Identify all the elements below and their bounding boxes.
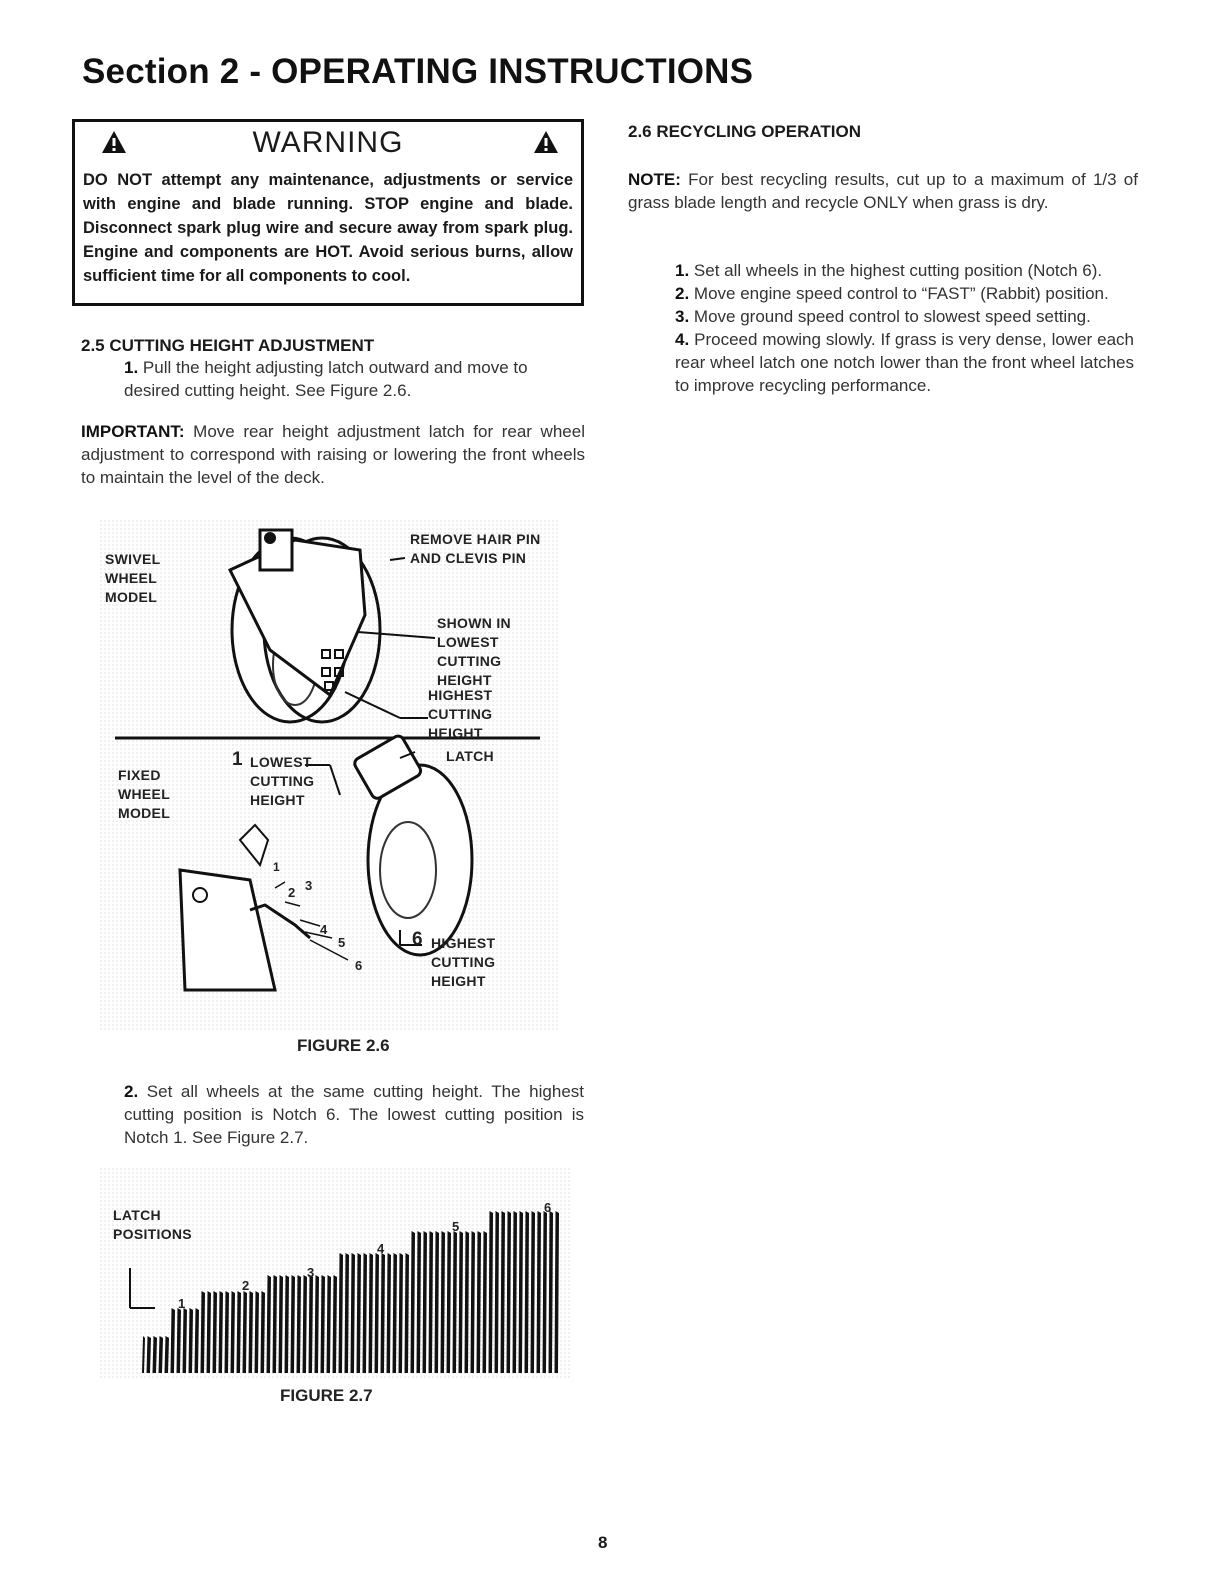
important-note bbox=[81, 420, 585, 489]
highest-cutting-bottom-label bbox=[431, 934, 495, 991]
position-4: 4 bbox=[377, 1241, 385, 1256]
label-line: HEIGHT bbox=[431, 973, 486, 989]
recycling-step bbox=[675, 328, 1134, 397]
latch-label: LATCH bbox=[446, 748, 494, 764]
notch-1: 1 bbox=[273, 860, 280, 874]
label-line: WHEEL bbox=[105, 570, 158, 586]
recycling-step bbox=[675, 259, 1134, 282]
swivel-wheel-label bbox=[105, 550, 160, 607]
step-text: Set all wheels in the highest cutting position (Notch 6). bbox=[693, 261, 1103, 280]
label-line: SWIVEL bbox=[105, 551, 161, 567]
label-line: WHEEL bbox=[118, 786, 171, 802]
label-line: HEIGHT bbox=[250, 792, 305, 808]
page-title: Section 2 - OPERATING INSTRUCTIONS bbox=[82, 52, 754, 91]
recycling-step bbox=[675, 305, 1134, 328]
step-number: 3. bbox=[675, 307, 690, 326]
section-2-5-heading: 2.5 CUTTING HEIGHT ADJUSTMENT bbox=[81, 336, 375, 355]
step-text: Pull the height adjusting latch outward and move to desired cutting height. See Figure 2.6. bbox=[124, 358, 528, 400]
notch-5: 5 bbox=[338, 935, 346, 950]
section-2-6-heading: 2.6 RECYCLING OPERATION bbox=[628, 122, 861, 141]
notch-3: 3 bbox=[305, 878, 313, 893]
step-text: Proceed mowing slowly. If grass is very dense, lower each rear wheel latch one notch lower than the front wheel latches to improve recycling performance. bbox=[675, 330, 1134, 395]
label-line: HEIGHT bbox=[437, 672, 492, 688]
label-line: REMOVE HAIR PIN bbox=[410, 531, 541, 547]
step-number: 1. bbox=[675, 261, 690, 280]
warning-triangle-icon bbox=[101, 130, 127, 154]
important-text: Move rear height adjustment latch for rear wheel adjustment to correspond with raising or lowering the front wheels to maintain the level of the deck. bbox=[81, 422, 585, 487]
label-line: SHOWN IN bbox=[437, 615, 511, 631]
warning-box bbox=[72, 119, 584, 306]
label-line: HEIGHT bbox=[428, 725, 483, 741]
step-text: Set all wheels at the same cutting height. The highest cutting position is Notch 6. The lowest cutting position is Notch 1. See Figure 2.7. bbox=[124, 1082, 584, 1147]
highest-cutting-top-label bbox=[428, 686, 560, 743]
label-line: POSITIONS bbox=[113, 1226, 192, 1242]
warning-triangle-icon bbox=[533, 130, 559, 154]
label-line: LOWEST CUTTING bbox=[437, 634, 502, 669]
position-6: 6 bbox=[544, 1200, 552, 1215]
label-line: HIGHEST CUTTING bbox=[428, 687, 493, 722]
notch-6: 6 bbox=[355, 958, 363, 973]
position-1: 1 bbox=[178, 1296, 186, 1311]
recycling-step bbox=[675, 282, 1134, 305]
important-label: IMPORTANT: bbox=[81, 422, 185, 441]
highest-number: 6 bbox=[412, 929, 423, 950]
step-number: 2. bbox=[124, 1082, 139, 1101]
step-number: 1. bbox=[124, 358, 139, 377]
position-3: 3 bbox=[307, 1265, 315, 1280]
shown-in-label bbox=[437, 614, 560, 690]
label-line: CUTTING bbox=[250, 773, 315, 789]
recycling-note bbox=[628, 168, 1138, 214]
label-line: LATCH bbox=[113, 1207, 161, 1223]
figure-2-7-caption: FIGURE 2.7 bbox=[280, 1386, 373, 1405]
label-line: LOWEST bbox=[250, 754, 312, 770]
figure-2-7 bbox=[100, 1168, 570, 1378]
figure-2-6-caption: FIGURE 2.6 bbox=[297, 1036, 390, 1055]
section-2-5-step-1 bbox=[124, 356, 584, 402]
warning-heading: WARNING bbox=[252, 126, 404, 159]
step-number: 2. bbox=[675, 284, 690, 303]
label-line: CUTTING bbox=[431, 954, 496, 970]
warning-text: DO NOT attempt any maintenance, adjustments or service with engine and blade running. STOP engine and blade. Disconnect spark plug wire and secure away from spark plug. Engine and components are HOT. Avoid serious burns, allow sufficient time for all components to cool. bbox=[83, 171, 573, 285]
label-line: HIGHEST bbox=[431, 935, 496, 951]
note-label: NOTE: bbox=[628, 170, 681, 189]
step-number: 4. bbox=[675, 330, 690, 349]
step-text: Move engine speed control to “FAST” (Rabbit) position. bbox=[693, 284, 1109, 303]
page-number: 8 bbox=[598, 1533, 608, 1552]
notch-2: 2 bbox=[288, 885, 296, 900]
notch-4: 4 bbox=[320, 922, 328, 937]
lowest-number: 1 bbox=[232, 749, 243, 770]
position-5: 5 bbox=[452, 1219, 460, 1234]
figure-2-7-drawing bbox=[100, 1168, 570, 1378]
note-text: For best recycling results, cut up to a maximum of 1/3 of grass blade length and recycle ONLY when grass is dry. bbox=[628, 170, 1138, 212]
step-text: Move ground speed control to slowest speed setting. bbox=[693, 307, 1091, 326]
latch-positions-label bbox=[113, 1206, 192, 1244]
position-2: 2 bbox=[242, 1278, 250, 1293]
remove-pin-label bbox=[410, 530, 541, 568]
section-2-5-step-2 bbox=[124, 1080, 584, 1149]
label-line: MODEL bbox=[118, 805, 171, 821]
warning-header bbox=[75, 126, 581, 166]
label-line: FIXED bbox=[118, 767, 161, 783]
figure-2-6 bbox=[100, 520, 560, 1030]
recycling-steps bbox=[675, 259, 1134, 397]
lowest-cutting-label bbox=[250, 753, 314, 810]
fixed-wheel-label bbox=[118, 766, 170, 823]
label-line: AND CLEVIS PIN bbox=[410, 550, 527, 566]
label-line: MODEL bbox=[105, 589, 158, 605]
